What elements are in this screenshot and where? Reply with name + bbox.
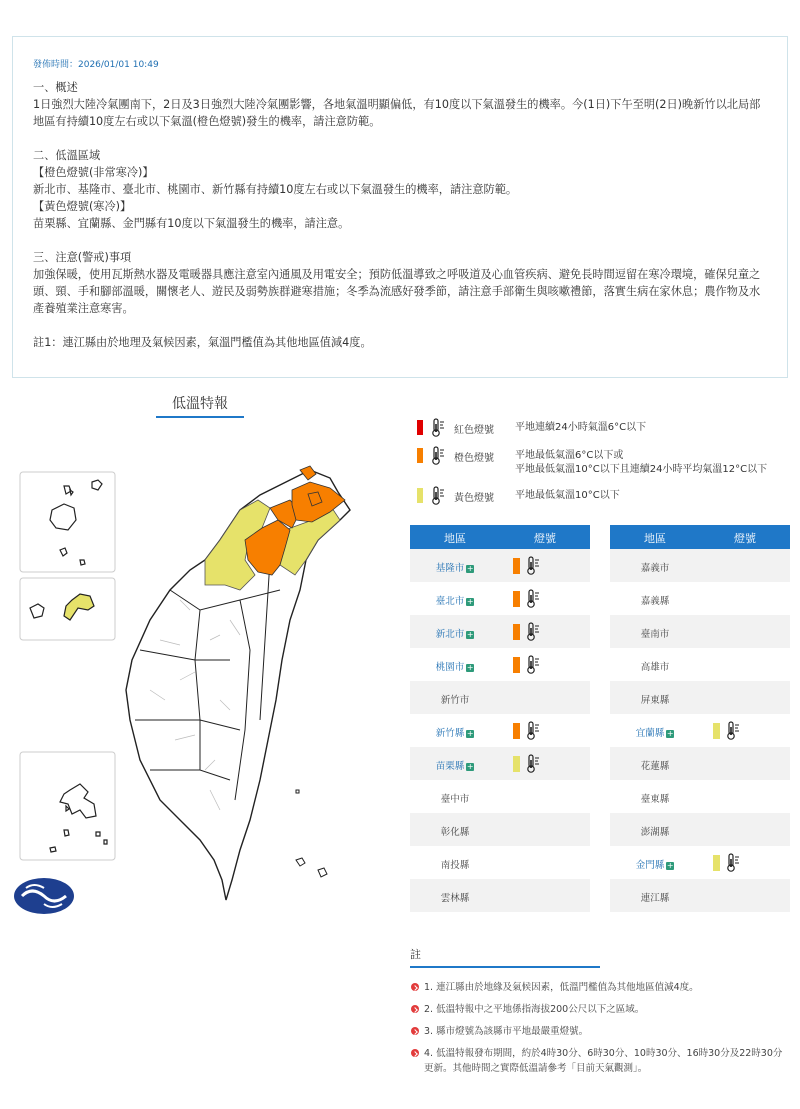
- table-row: [410, 615, 590, 648]
- notes-section: [410, 946, 790, 1083]
- note-text: 2. 低溫特報中之平地係指海拔200公尺以下之區域。: [424, 1004, 645, 1015]
- orange-signal-text: 新北市、基隆市、臺北市、桃園市、新竹縣有持續10度左右或以下氣溫發生的機率，請注意防範。: [33, 183, 518, 196]
- county-label: 嘉義縣: [640, 596, 670, 607]
- county-name: [610, 593, 700, 607]
- county-name: [610, 890, 700, 904]
- yellow-signal-bar: [713, 855, 720, 871]
- county-name[interactable]: [410, 560, 500, 574]
- orange-signal-bar: [513, 657, 520, 673]
- thermometer-icon: [525, 556, 541, 579]
- legend-yellow-desc: 平地最低氣溫10°C以下: [515, 490, 620, 501]
- table-body: [610, 549, 790, 912]
- thermometer-icon: [430, 486, 446, 509]
- orange-signal-bar: [513, 591, 520, 607]
- thermometer-icon: [430, 418, 446, 441]
- table-row: [410, 813, 590, 846]
- county-name[interactable]: [410, 659, 500, 673]
- expand-plus-icon[interactable]: +: [466, 630, 474, 639]
- thermometer-icon: [525, 622, 541, 645]
- county-label: 嘉義市: [640, 563, 670, 574]
- note-item: [410, 1002, 790, 1017]
- county-name: [610, 626, 700, 640]
- table-row: [410, 879, 590, 912]
- table-row: [410, 714, 590, 747]
- yellow-signal-bar: [513, 756, 520, 772]
- county-label[interactable]: 桃園市: [435, 662, 465, 673]
- note-item: [410, 1024, 790, 1039]
- county-name: [410, 857, 500, 871]
- expand-plus-icon[interactable]: +: [466, 564, 474, 573]
- county-label[interactable]: 苗栗縣: [435, 761, 465, 772]
- county-name: [410, 692, 500, 706]
- county-name: [610, 824, 700, 838]
- county-name[interactable]: [610, 857, 700, 871]
- orange-signal-bar: [513, 723, 520, 739]
- expand-plus-icon[interactable]: +: [666, 729, 674, 738]
- orange-signal-bar: [513, 624, 520, 640]
- header-signal: 燈號: [534, 532, 556, 545]
- table-row: [610, 714, 790, 747]
- orchid-island: [318, 868, 327, 877]
- section-area-title: 二、低溫區域: [33, 149, 101, 162]
- county-label: 南投縣: [440, 860, 470, 871]
- county-label: 臺東縣: [640, 794, 670, 805]
- issue-time: 發佈時間：2026/01/01 10:49: [33, 60, 159, 70]
- county-name[interactable]: [410, 626, 500, 640]
- table-row: [410, 846, 590, 879]
- legend-yellow: [414, 486, 794, 506]
- legend-red-name: 紅色燈號: [454, 425, 494, 436]
- expand-plus-icon[interactable]: +: [466, 762, 474, 771]
- check-icon: [411, 1005, 419, 1013]
- table-row: [410, 582, 590, 615]
- inset-penghu-box: [20, 752, 115, 860]
- small-islet: [296, 790, 299, 793]
- cwa-logo: [14, 878, 74, 914]
- orange-signal-heading: 【橙色燈號(非常寒冷)】: [33, 166, 154, 179]
- county-name: [610, 758, 700, 772]
- table-row: [610, 681, 790, 714]
- county-label: 花蓮縣: [640, 761, 670, 772]
- note-text: 1. 連江縣由於地緣及氣候因素，低溫門檻值為其他地區值減4度。: [424, 982, 699, 993]
- red-swatch: [417, 420, 423, 435]
- legend-orange: [414, 446, 794, 486]
- table-row: [610, 615, 790, 648]
- thermometer-icon: [525, 721, 541, 744]
- county-label: 臺南市: [640, 629, 670, 640]
- yellow-swatch: [417, 488, 423, 503]
- section-overview-title: 一、概述: [33, 81, 78, 94]
- legend-orange-desc: [515, 449, 767, 477]
- legend-orange-desc-line1: 平地最低氣溫6°C以下或: [515, 450, 624, 461]
- table-row: [610, 813, 790, 846]
- check-icon: [411, 1027, 419, 1035]
- legend-orange-desc-line2: 平地最低氣溫10°C以下且連續24小時平均氣溫12°C以下: [515, 464, 768, 475]
- section-caution-text: 加強保暖，使用瓦斯熱水器及電暖器具應注意室內通風及用電安全；預防低溫導致之呼吸道及心血管疾病、避免長時間逗留在寒冷環境，確保兒童之頭、頸、手和腳部溫暖，關懷老人、遊民及弱勢族群避寒措施；冬季為流感好發季節，請注意手部衛生與咳嗽禮節，落實生病在家休息；農作物及水產養殖業注意寒害。: [33, 268, 761, 315]
- county-label: 高雄市: [640, 662, 670, 673]
- signal-legend: [414, 418, 794, 506]
- county-table-right: [610, 525, 790, 912]
- county-name[interactable]: [410, 725, 500, 739]
- legend-red-desc: 平地連續24小時氣溫6°C以下: [515, 422, 647, 433]
- thermometer-icon: [725, 853, 741, 876]
- county-label[interactable]: 新竹縣: [435, 728, 465, 739]
- county-label: 連江縣: [640, 893, 670, 904]
- legend-yellow-name: 黃色燈號: [454, 493, 494, 504]
- header-region: 地區: [444, 532, 466, 545]
- notes-title: 註: [410, 946, 600, 968]
- note-text: 4. 低溫特報發布期間，約於4時30分、6時30分、10時30分、16時30分及22時30分更新。其他時間之實際低溫請參考「目前天氣觀測」。: [424, 1048, 783, 1074]
- check-icon: [411, 1049, 419, 1057]
- county-name: [610, 791, 700, 805]
- green-island: [296, 858, 305, 866]
- legend-orange-name: 橙色燈號: [454, 453, 494, 464]
- table-row: [610, 747, 790, 780]
- table-row: [610, 879, 790, 912]
- county-label[interactable]: 宜蘭縣: [635, 728, 665, 739]
- table-row: [410, 780, 590, 813]
- thermometer-icon: [725, 721, 741, 744]
- county-label: 雲林縣: [440, 893, 470, 904]
- thermometer-icon: [430, 446, 446, 469]
- table-row: [410, 681, 590, 714]
- map-title: 低溫特報: [156, 393, 244, 418]
- thermometer-icon: [525, 589, 541, 612]
- county-label: 澎湖縣: [640, 827, 670, 838]
- table-header: [610, 525, 790, 549]
- taiwan-map: [0, 440, 400, 920]
- section-overview-text: 1日強烈大陸冷氣團南下，2日及3日強烈大陸冷氣團影響，各地氣溫明顯偏低，有10度以下氣溫發生的機率。今(1日)下午至明(2日)晚新竹以北局部地區有持續10度左右或以下氣溫(橙色燈號)發生的機率，請注意防範。: [33, 98, 761, 128]
- table-row: [610, 582, 790, 615]
- note-item: [410, 1046, 790, 1076]
- county-label: 新竹市: [440, 695, 470, 706]
- county-name: [410, 824, 500, 838]
- yellow-signal-heading: 【黃色燈號(寒冷)】: [33, 200, 132, 213]
- table-row: [610, 648, 790, 681]
- thermometer-icon: [525, 754, 541, 777]
- county-name: [610, 692, 700, 706]
- header-signal: 燈號: [734, 532, 756, 545]
- table-row: [610, 549, 790, 582]
- orange-swatch: [417, 448, 423, 463]
- county-label[interactable]: 臺北市: [435, 596, 465, 607]
- table-row: [610, 846, 790, 879]
- county-label: 屏東縣: [640, 695, 670, 706]
- county-name: [410, 890, 500, 904]
- table-row: [410, 648, 590, 681]
- check-icon: [411, 983, 419, 991]
- county-label[interactable]: 基隆市: [435, 563, 465, 574]
- county-name[interactable]: [610, 725, 700, 739]
- table-row: [410, 747, 590, 780]
- county-table-left: [410, 525, 590, 912]
- expand-plus-icon[interactable]: +: [466, 597, 474, 606]
- county-name: [410, 791, 500, 805]
- orange-signal-bar: [513, 558, 520, 574]
- yellow-signal-text: 苗栗縣、宜蘭縣、金門縣有10度以下氣溫發生的機率，請注意。: [33, 217, 350, 230]
- table-row: [410, 549, 590, 582]
- yellow-signal-bar: [713, 723, 720, 739]
- county-name: [610, 659, 700, 673]
- county-label: 彰化縣: [440, 827, 470, 838]
- bulletin-panel: [12, 36, 788, 378]
- table-header: [410, 525, 590, 549]
- table-row: [610, 780, 790, 813]
- bulletin-footnote: 註1：連江縣由於地理及氣候因素，氣溫門檻值為其他地區值減4度。: [33, 336, 372, 349]
- table-body: [410, 549, 590, 912]
- expand-plus-icon[interactable]: +: [466, 663, 474, 672]
- county-name[interactable]: [410, 758, 500, 772]
- section-caution-title: 三、注意(警戒)事項: [33, 251, 132, 264]
- county-label[interactable]: 金門縣: [635, 860, 665, 871]
- note-item: [410, 980, 790, 995]
- county-label[interactable]: 新北市: [435, 629, 465, 640]
- thermometer-icon: [525, 655, 541, 678]
- county-label: 臺中市: [440, 794, 470, 805]
- header-region: 地區: [644, 532, 666, 545]
- expand-plus-icon[interactable]: +: [466, 729, 474, 738]
- county-name[interactable]: [410, 593, 500, 607]
- expand-plus-icon[interactable]: +: [666, 861, 674, 870]
- legend-red: [414, 418, 794, 446]
- note-text: 3. 縣市燈號為該縣市平地最嚴重燈號。: [424, 1026, 589, 1037]
- county-name: [610, 560, 700, 574]
- map-title-wrap: [156, 393, 244, 418]
